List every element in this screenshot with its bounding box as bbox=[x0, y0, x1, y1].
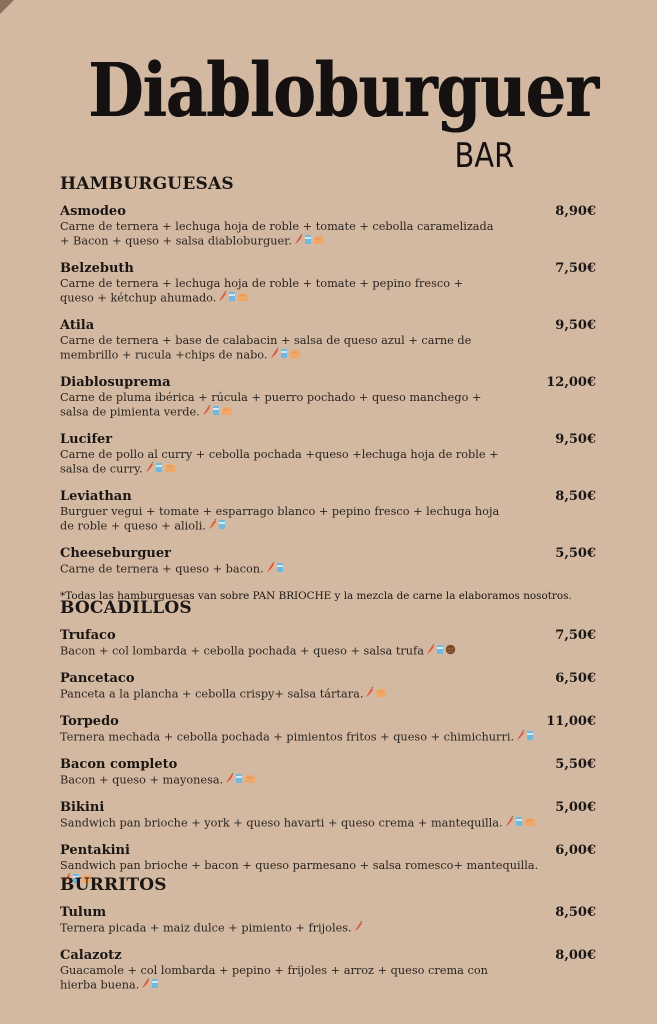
dietary-icons bbox=[145, 462, 177, 477]
item-description-text: Carne de ternera + queso + bacon. bbox=[60, 562, 264, 576]
item-name: Atila bbox=[60, 318, 95, 333]
item-description bbox=[60, 730, 550, 745]
cup-icon bbox=[155, 462, 163, 477]
corner-mark bbox=[0, 0, 14, 14]
section-bocadillos bbox=[60, 598, 600, 900]
dietary-icons bbox=[218, 291, 250, 306]
item-price: 5,50€ bbox=[555, 757, 596, 772]
bread-icon bbox=[164, 463, 176, 477]
dietary-icons bbox=[141, 978, 160, 993]
item-price: 9,50€ bbox=[555, 432, 596, 447]
item-description-text: Carne de ternera + base de calabacin + salsa de queso azul + carne de membrillo + rucula +chips de nabo. bbox=[60, 334, 472, 362]
item-description bbox=[60, 816, 550, 831]
hamburguesas-note: *Todas las hamburguesas van sobre PAN BRIOCHE y la mezcla de carne la elaboramos nosotros. bbox=[60, 590, 572, 602]
item-name: Torpedo bbox=[60, 714, 119, 729]
section-hamburguesas bbox=[60, 174, 600, 603]
item-price: 8,00€ bbox=[555, 948, 596, 963]
menu-item bbox=[60, 948, 600, 993]
item-price: 11,00€ bbox=[546, 714, 596, 729]
brand-title: Diabloburguer bbox=[88, 48, 598, 134]
item-price: 7,50€ bbox=[555, 261, 596, 276]
chili-icon bbox=[208, 519, 217, 534]
dietary-icons bbox=[426, 644, 457, 659]
item-price: 5,00€ bbox=[555, 800, 596, 815]
section-title: BOCADILLOS bbox=[60, 598, 192, 618]
item-name: Trufaco bbox=[60, 628, 116, 643]
item-description-text: Bacon + queso + mayonesa. bbox=[60, 773, 224, 787]
bread-icon bbox=[244, 774, 256, 788]
chili-icon bbox=[516, 730, 525, 745]
cup-icon bbox=[228, 291, 236, 306]
item-price: 6,00€ bbox=[555, 843, 596, 858]
item-description bbox=[60, 773, 550, 788]
dietary-icons bbox=[208, 519, 227, 534]
item-description-text: Burguer vegui + tomate + esparrago blanco + pepino fresco + lechuga hoja de roble + queso + alioli. bbox=[60, 505, 500, 533]
item-description-text: Ternera mechada + cebolla pochada + pimientos fritos + queso + chimichurri. bbox=[60, 730, 515, 744]
item-description-text: Ternera picada + maiz dulce + pimiento + frijoles. bbox=[60, 921, 352, 935]
dietary-icons bbox=[294, 234, 326, 249]
dietary-icons bbox=[354, 921, 364, 936]
nut-icon bbox=[445, 644, 456, 659]
item-description bbox=[60, 334, 500, 363]
item-description bbox=[60, 644, 550, 659]
cup-icon bbox=[212, 405, 220, 420]
item-name: Diablosuprema bbox=[60, 375, 171, 390]
menu-item bbox=[60, 432, 600, 477]
cup-icon bbox=[304, 234, 312, 249]
item-price: 9,50€ bbox=[555, 318, 596, 333]
dietary-icons bbox=[365, 687, 388, 702]
item-description-text: Carne de ternera + lechuga hoja de roble + tomate + cebolla caramelizada + Bacon + queso + salsa diabloburguer. bbox=[60, 220, 494, 248]
brand-subtitle: BAR bbox=[454, 136, 514, 176]
item-description bbox=[60, 687, 550, 702]
item-price: 8,50€ bbox=[555, 489, 596, 504]
dietary-icons bbox=[202, 405, 234, 420]
menu-item bbox=[60, 318, 600, 363]
item-name: Asmodeo bbox=[60, 204, 126, 219]
dietary-icons bbox=[505, 816, 537, 831]
item-description bbox=[60, 277, 500, 306]
chili-icon bbox=[365, 687, 374, 702]
dietary-icons bbox=[516, 730, 535, 745]
menu-item bbox=[60, 628, 600, 659]
section-title: HAMBURGUESAS bbox=[60, 174, 234, 194]
item-description bbox=[60, 391, 500, 420]
item-name: Bacon completo bbox=[60, 757, 178, 772]
menu-item bbox=[60, 757, 600, 788]
menu-item bbox=[60, 261, 600, 306]
item-price: 8,90€ bbox=[555, 204, 596, 219]
dietary-icons bbox=[225, 773, 257, 788]
cup-icon bbox=[218, 519, 226, 534]
item-name: Bikini bbox=[60, 800, 105, 815]
cup-icon bbox=[526, 730, 534, 745]
chili-icon bbox=[225, 773, 234, 788]
chili-icon bbox=[270, 348, 279, 363]
item-description bbox=[60, 562, 500, 577]
item-name: Leviathan bbox=[60, 489, 132, 504]
menu-item bbox=[60, 489, 600, 534]
item-description bbox=[60, 448, 500, 477]
bread-icon bbox=[313, 235, 325, 249]
item-description bbox=[60, 964, 500, 993]
item-description-text: Sandwich pan brioche + york + queso havarti + queso crema + mantequilla. bbox=[60, 816, 503, 830]
cup-icon bbox=[436, 644, 444, 659]
item-name: Pancetaco bbox=[60, 671, 135, 686]
chili-icon bbox=[266, 562, 275, 577]
item-price: 5,50€ bbox=[555, 546, 596, 561]
chili-icon bbox=[426, 644, 435, 659]
chili-icon bbox=[202, 405, 211, 420]
cup-icon bbox=[151, 978, 159, 993]
item-description-text: Guacamole + col lombarda + pepino + frijoles + arroz + queso crema con hierba buena. bbox=[60, 964, 488, 992]
dietary-icons bbox=[270, 348, 302, 363]
item-description bbox=[60, 220, 500, 249]
item-price: 12,00€ bbox=[546, 375, 596, 390]
item-price: 7,50€ bbox=[555, 628, 596, 643]
item-description-text: Carne de pluma ibérica + rúcula + puerro pochado + queso manchego + salsa de pimienta verde. bbox=[60, 391, 482, 419]
item-name: Calazotz bbox=[60, 948, 122, 963]
bread-icon bbox=[221, 406, 233, 420]
item-description bbox=[60, 505, 500, 534]
chili-icon bbox=[354, 921, 363, 936]
cup-icon bbox=[276, 562, 284, 577]
menu-item bbox=[60, 671, 600, 702]
menu-item bbox=[60, 714, 600, 745]
item-description-text: Bacon + col lombarda + cebolla pochada + queso + salsa trufa bbox=[60, 644, 424, 658]
item-name: Cheeseburguer bbox=[60, 546, 171, 561]
item-description-text: Panceta a la plancha + cebolla crispy+ salsa tártara. bbox=[60, 687, 364, 701]
item-price: 8,50€ bbox=[555, 905, 596, 920]
cup-icon bbox=[235, 773, 243, 788]
section-burritos bbox=[60, 875, 600, 1005]
brand-logo bbox=[88, 36, 598, 186]
menu-item bbox=[60, 546, 600, 577]
item-description bbox=[60, 921, 500, 936]
cup-icon bbox=[280, 348, 288, 363]
section-title: BURRITOS bbox=[60, 875, 167, 895]
menu-item bbox=[60, 800, 600, 831]
item-name: Lucifer bbox=[60, 432, 113, 447]
menu-item bbox=[60, 905, 600, 936]
bread-icon bbox=[524, 817, 536, 831]
chili-icon bbox=[218, 291, 227, 306]
dietary-icons bbox=[266, 562, 285, 577]
bread-icon bbox=[289, 349, 301, 363]
chili-icon bbox=[145, 462, 154, 477]
item-description-text: Sandwich pan brioche + bacon + queso parmesano + salsa romesco+ mantequilla. bbox=[60, 859, 539, 872]
item-description-text: Carne de pollo al curry + cebolla pochada +queso +lechuga hoja de roble + salsa de curry. bbox=[60, 448, 499, 476]
menu-item bbox=[60, 204, 600, 249]
item-price: 6,50€ bbox=[555, 671, 596, 686]
chili-icon bbox=[294, 234, 303, 249]
item-description-text: Carne de ternera + lechuga hoja de roble + tomate + pepino fresco + queso + kétchup ahumado. bbox=[60, 277, 464, 305]
menu-item bbox=[60, 375, 600, 420]
item-name: Tulum bbox=[60, 905, 107, 920]
cup-icon bbox=[515, 816, 523, 831]
chili-icon bbox=[141, 978, 150, 993]
bread-icon bbox=[375, 688, 387, 702]
bread-icon bbox=[237, 292, 249, 306]
chili-icon bbox=[505, 816, 514, 831]
item-name: Pentakini bbox=[60, 843, 130, 858]
item-name: Belzebuth bbox=[60, 261, 134, 276]
